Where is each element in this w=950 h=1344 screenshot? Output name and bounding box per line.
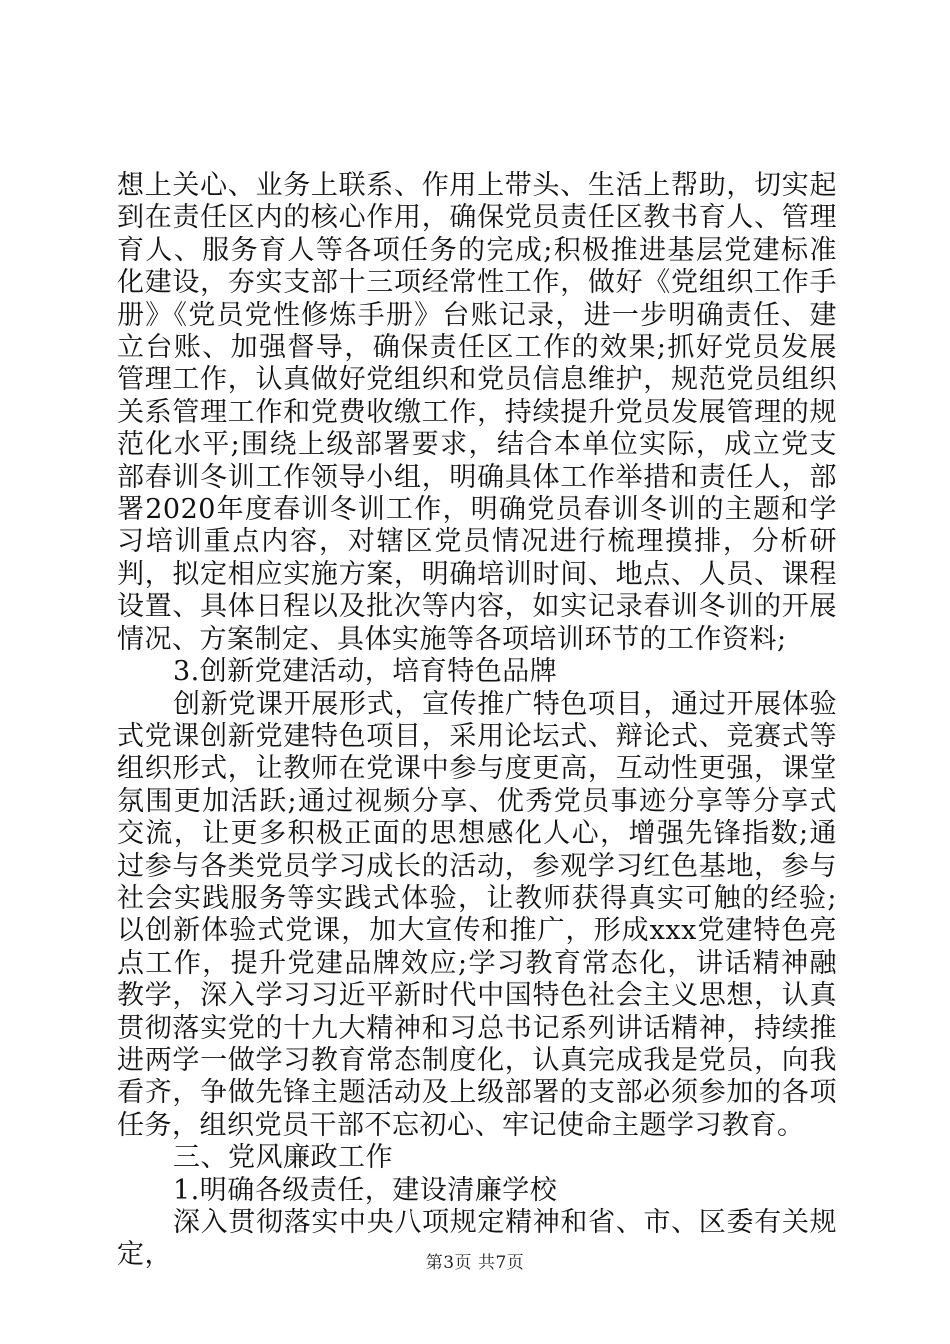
section-heading-innovate-activities: 3.创新党建活动，培育特色品牌 — [173, 656, 558, 688]
section-heading-clarify-responsibility: 1.明确各级责任，建设清廉学校 — [173, 1174, 558, 1206]
paragraph-implement-regulations: 深入贯彻落实中央八项规定精神和省、市、区委有关规定， — [117, 1207, 837, 1271]
section-heading-integrity-work: 三、党风廉政工作 — [173, 1142, 393, 1174]
page-number-footer: 第3页 共7页 — [425, 1253, 525, 1273]
document-body — [117, 170, 837, 1272]
paragraph-party-member-duties: 想上关心、业务上联系、作用上带头、生活上帮助，切实起到在责任区内的核心作用，确保党员责任区教书育人、管理育人、服务育人等各项任务的完成;积极推进基层党建标准化建设，夯实支部十三项经常性工作，做好《党组织工作手册》《党员党性修炼手册》台账记录，进一步明确责任、建立台账、加强督导，确保责任区工作的效果;抓好党员发展管理工作，认真做好党组织和党员信息维护，规范党员组织关系管理工作和党费收缴工作，持续提升党员发展管理的规范化水平;围绕上级部署要求，结合本单位实际，成立党支部春训冬训工作领导小组，明确具体工作举措和责任人，部署2020年度春训冬训工作，明确党员春训冬训的主题和学习培训重点内容，对辖区党员情况进行梳理摸排，分析研判，拟定相应实施方案，明确培训时间、地点、人员、课程设置、具体日程以及批次等内容，如实记录春训冬训的开展情况、方案制定、具体实施等各项培训环节的工作资料; — [117, 170, 837, 655]
paragraph-innovate-party-lessons: 创新党课开展形式，宣传推广特色项目，通过开展体验式党课创新党建特色项目，采用论坛式、辩论式、竞赛式等组织形式，让教师在党课中参与度更高，互动性更强，课堂氛围更加活跃;通过视频分享、优秀党员事迹分享等分享式交流，让更多积极正面的思想感化人心，增强先锋指数;通过参与各类党员学习成长的活动，参观学习红色基地，参与社会实践服务等实践式体验，让教师获得真实可触的经验;以创新体验式党课，加大宣传和推广，形成xxx党建特色亮点工作，提升党建品牌效应;学习教育常态化，讲话精神融教学，深入学习习近平新时代中国特色社会主义思想，认真贯彻落实党的十九大精神和习总书记系列讲话精神，持续推进两学一做学习教育常态制度化，认真完成我是党员，向我看齐，争做先锋主题活动及上级部署的支部必须参加的各项任务，组织党员干部不忘初心、牢记使命主题学习教育。 — [117, 688, 837, 1141]
